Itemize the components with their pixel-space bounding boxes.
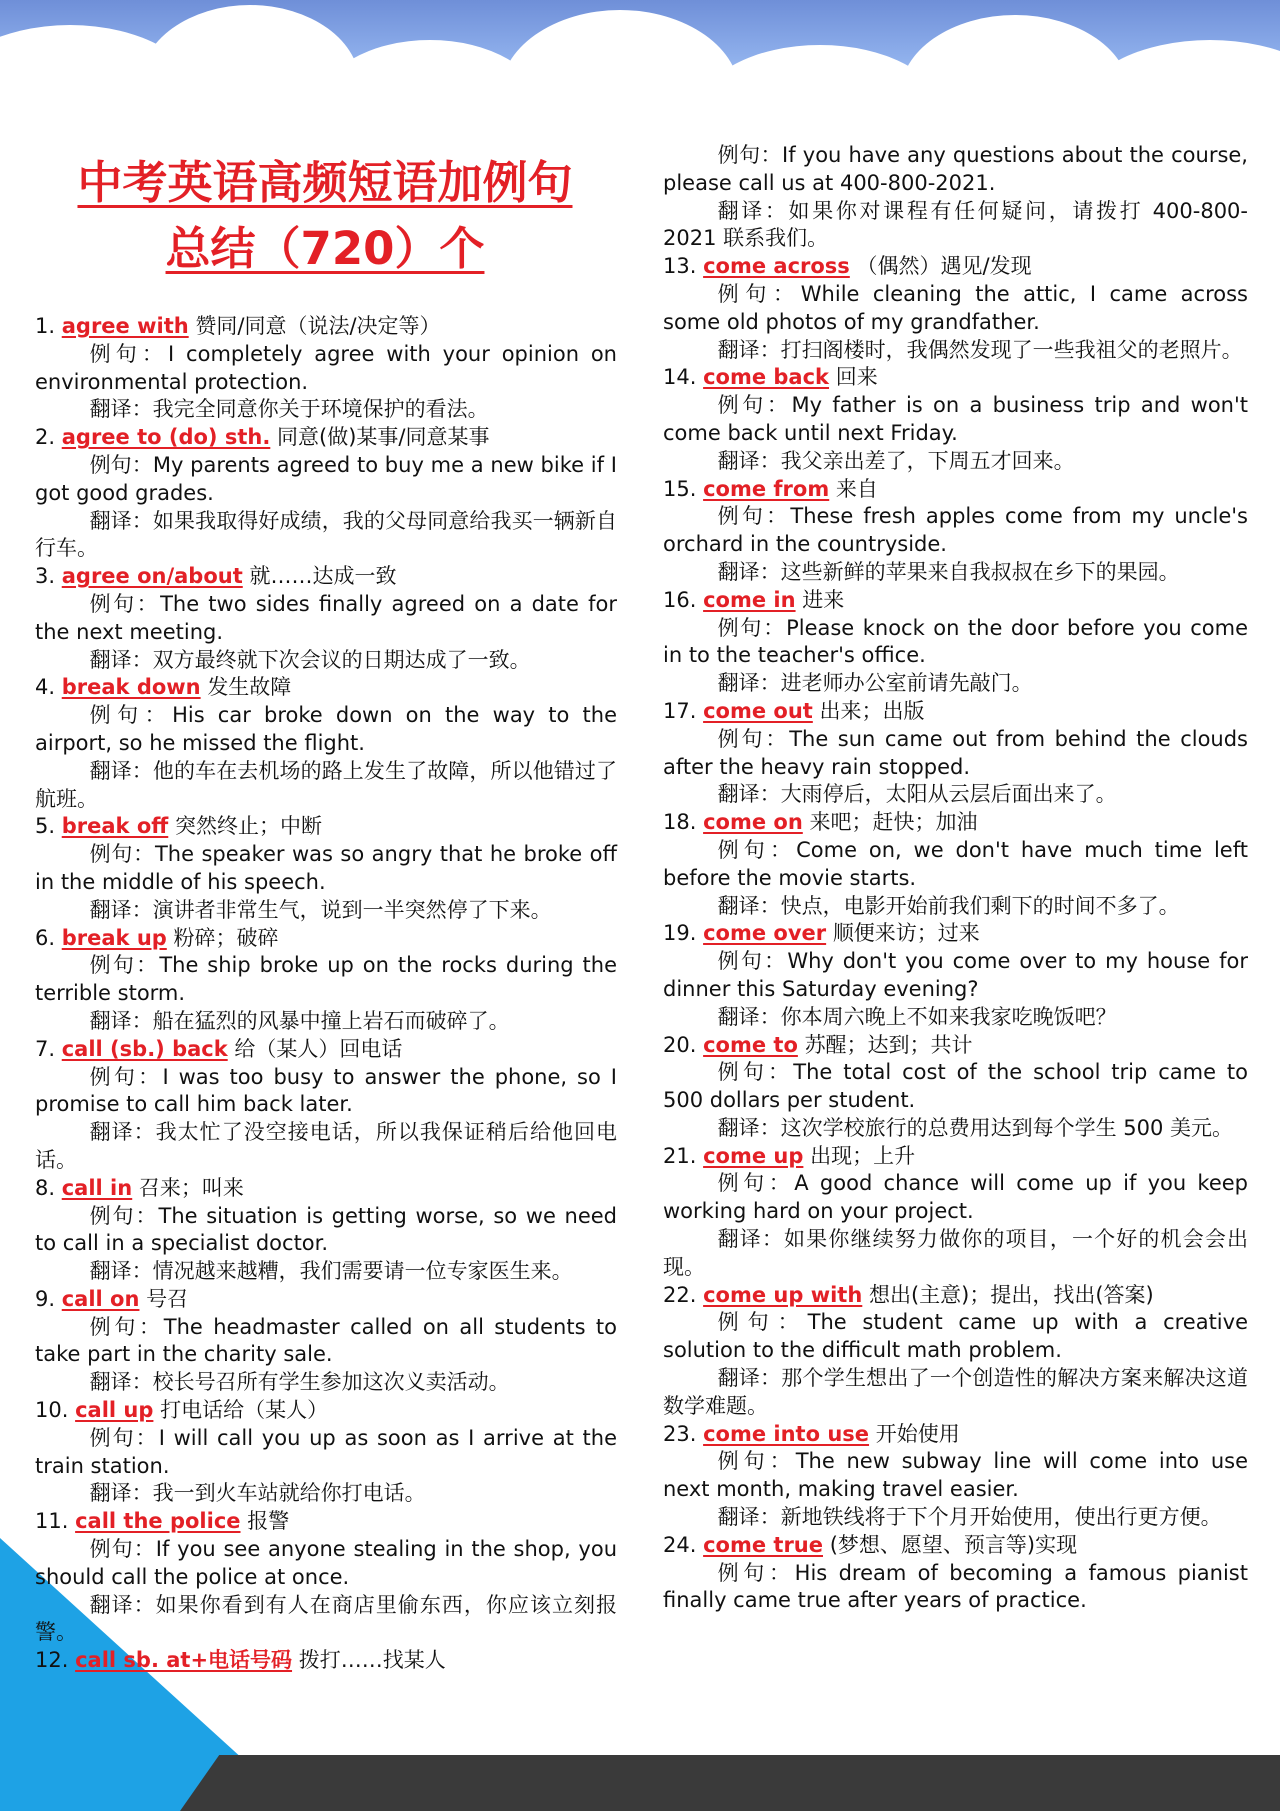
phrase-term: come up with bbox=[703, 1282, 863, 1307]
entry-head bbox=[35, 813, 617, 841]
right-column bbox=[663, 142, 1248, 1615]
example-sentence: 例句：His car broke down on the way to the airport, so he missed the flight. bbox=[35, 703, 617, 755]
phrase-term: agree on/about bbox=[61, 564, 243, 589]
phrase-meaning: 突然终止；中断 bbox=[174, 814, 322, 839]
translation-sentence: 翻译：情况越来越糟，我们需要请一位专家医生来。 bbox=[89, 1259, 573, 1284]
phrase-entry bbox=[663, 1032, 1248, 1143]
example-sentence: 例句：While cleaning the attic, I came across some old photos of my grandfather. bbox=[663, 281, 1248, 334]
entry-head bbox=[35, 424, 617, 452]
example-sentence: 例句：I was too busy to answer the phone, so I promise to call him back later. bbox=[35, 1064, 617, 1117]
phrase-meaning: 报警 bbox=[247, 1509, 290, 1534]
phrase-term: break down bbox=[61, 675, 201, 700]
translation-sentence: 翻译：那个学生想出了一个创造性的解决方案来解决这道数学难题。 bbox=[663, 1366, 1248, 1418]
phrase-entry bbox=[663, 698, 1248, 809]
example-sentence: 例句：I will call you up as soon as I arrive at the train station. bbox=[35, 1425, 617, 1478]
entry-number: 8. bbox=[35, 1175, 56, 1200]
phrase-term: break up bbox=[61, 925, 167, 950]
entry-head bbox=[663, 587, 1248, 615]
phrase-entry bbox=[35, 674, 617, 813]
phrase-term: call (sb.) back bbox=[61, 1036, 228, 1061]
phrase-term: break off bbox=[61, 814, 169, 839]
entry-head bbox=[35, 1036, 617, 1064]
phrase-meaning: 来吧；赶快；加油 bbox=[809, 810, 978, 835]
phrase-entry bbox=[663, 476, 1248, 587]
entry-number: 15. bbox=[663, 476, 697, 501]
phrase-entry bbox=[35, 813, 617, 924]
example-sentence: 例句：My father is on a business trip and won't come back until next Friday. bbox=[663, 393, 1248, 445]
phrase-meaning: （偶然）遇见/发现 bbox=[856, 254, 1032, 279]
phrase-meaning: 同意(做)某事/同意某事 bbox=[277, 425, 490, 450]
translation-sentence: 翻译：我完全同意你关于环境保护的看法。 bbox=[89, 397, 489, 422]
entry-head bbox=[663, 698, 1248, 726]
entry-number: 5. bbox=[35, 814, 56, 839]
translation-sentence: 翻译：如果你继续努力做你的项目，一个好的机会会出现。 bbox=[663, 1227, 1248, 1279]
example-sentence: 例句：Come on, we don't have much time left before the movie starts. bbox=[663, 837, 1248, 890]
entry-head bbox=[663, 1421, 1248, 1449]
phrase-meaning: 回来 bbox=[835, 365, 878, 390]
translation-sentence: 翻译：我父亲出差了，下周五才回来。 bbox=[717, 448, 1075, 473]
phrase-term: come to bbox=[703, 1032, 798, 1057]
phrase-meaning: 出现；上升 bbox=[810, 1143, 916, 1168]
entry-number: 11. bbox=[35, 1509, 69, 1534]
entry-number: 13. bbox=[663, 254, 697, 279]
example-sentence: 例句：The headmaster called on all students to take part in the charity sale. bbox=[35, 1314, 617, 1367]
entry-head bbox=[35, 925, 617, 953]
phrase-entry bbox=[35, 1286, 617, 1397]
entry-number: 22. bbox=[663, 1282, 697, 1307]
entry-number: 24. bbox=[663, 1532, 697, 1557]
entry-head bbox=[35, 1647, 617, 1675]
page-title bbox=[30, 150, 620, 282]
phrase-meaning: 拨打……找某人 bbox=[298, 1648, 446, 1673]
phrase-entry bbox=[35, 925, 617, 1036]
phrase-entry bbox=[35, 563, 617, 674]
entry-head bbox=[663, 1032, 1248, 1060]
example-sentence: 例句：The speaker was so angry that he broke off in the middle of his speech. bbox=[35, 842, 617, 894]
phrase-term: come back bbox=[703, 365, 830, 390]
example-sentence: 例句：These fresh apples come from my uncle's orchard in the countryside. bbox=[663, 504, 1248, 557]
entry-head bbox=[35, 674, 617, 702]
entry-number: 18. bbox=[663, 810, 697, 835]
entry-head bbox=[35, 563, 617, 591]
phrase-entry bbox=[663, 142, 1248, 253]
entry-number: 23. bbox=[663, 1421, 697, 1446]
phrase-entry bbox=[35, 1508, 617, 1647]
entry-number: 2. bbox=[35, 425, 56, 450]
translation-sentence: 翻译：如果我取得好成绩，我的父母同意给我买一辆新自行车。 bbox=[35, 508, 617, 561]
phrase-entry bbox=[663, 1532, 1248, 1615]
entry-head bbox=[35, 1397, 617, 1425]
translation-sentence: 翻译：如果你看到有人在商店里偷东西，你应该立刻报警。 bbox=[35, 1592, 617, 1645]
example-sentence: 例句：His dream of becoming a famous pianist finally came true after years of practice. bbox=[663, 1560, 1248, 1613]
phrase-entry bbox=[663, 1143, 1248, 1282]
phrase-meaning: 赞同/同意（说法/决定等） bbox=[195, 314, 441, 338]
translation-sentence: 翻译：大雨停后，太阳从云层后面出来了。 bbox=[717, 782, 1117, 807]
phrase-entry bbox=[663, 1421, 1248, 1532]
phrase-term: call in bbox=[61, 1175, 133, 1200]
title-line-1: 中考英语高频短语加例句 bbox=[77, 156, 573, 209]
entry-head bbox=[663, 920, 1248, 948]
example-sentence: 例句：The total cost of the school trip came to 500 dollars per student. bbox=[663, 1060, 1248, 1113]
phrase-meaning: 召来；叫来 bbox=[138, 1175, 244, 1200]
phrase-entry bbox=[35, 313, 617, 424]
phrase-meaning: 号召 bbox=[146, 1286, 189, 1311]
entry-number: 3. bbox=[35, 564, 56, 589]
entry-number: 14. bbox=[663, 365, 697, 390]
example-sentence: 例句：Please knock on the door before you come in to the teacher's office. bbox=[663, 615, 1248, 668]
entry-number: 19. bbox=[663, 921, 697, 946]
example-sentence: 例句：Why don't you come over to my house for dinner this Saturday evening? bbox=[663, 949, 1248, 1001]
entry-head bbox=[35, 1175, 617, 1203]
entry-head bbox=[663, 476, 1248, 504]
phrase-meaning: 顺便来访；过来 bbox=[832, 921, 980, 946]
phrase-term: call up bbox=[75, 1398, 154, 1423]
phrase-entry bbox=[35, 1647, 617, 1675]
entry-head bbox=[663, 809, 1248, 837]
entry-number: 16. bbox=[663, 587, 697, 612]
entry-number: 21. bbox=[663, 1143, 697, 1168]
translation-sentence: 翻译：快点，电影开始前我们剩下的时间不多了。 bbox=[717, 893, 1180, 918]
translation-sentence: 翻译：这些新鲜的苹果来自我叔叔在乡下的果园。 bbox=[717, 559, 1180, 584]
translation-sentence: 翻译：进老师办公室前请先敲门。 bbox=[717, 671, 1033, 696]
entry-number: 4. bbox=[35, 675, 56, 700]
entry-head bbox=[663, 253, 1248, 281]
sky-fade bbox=[0, 100, 1280, 130]
phrase-entry bbox=[35, 1036, 617, 1175]
translation-sentence: 翻译：演讲者非常生气，说到一半突然停了下来。 bbox=[89, 897, 552, 922]
phrase-entry bbox=[35, 1397, 617, 1508]
phrase-term: agree to (do) sth. bbox=[61, 425, 271, 450]
entry-number: 7. bbox=[35, 1036, 56, 1061]
phrase-meaning: 发生故障 bbox=[207, 675, 292, 700]
entry-head bbox=[663, 1282, 1248, 1310]
translation-sentence: 翻译：船在猛烈的风暴中撞上岩石而破碎了。 bbox=[89, 1008, 510, 1033]
phrase-term: come into use bbox=[703, 1421, 870, 1446]
phrase-term: call the police bbox=[75, 1509, 241, 1534]
phrase-meaning: 进来 bbox=[802, 587, 845, 612]
entry-number: 17. bbox=[663, 698, 697, 723]
example-sentence: 例句：A good chance will come up if you keep working hard on your project. bbox=[663, 1171, 1248, 1224]
example-sentence: 例句：My parents agreed to buy me a new bike if I got good grades. bbox=[35, 452, 617, 505]
entry-head bbox=[35, 1286, 617, 1314]
translation-sentence: 翻译：校长号召所有学生参加这次义卖活动。 bbox=[89, 1370, 510, 1395]
phrase-meaning: 开始使用 bbox=[875, 1421, 960, 1446]
phrase-term: agree with bbox=[61, 314, 189, 338]
entry-number: 1. bbox=[35, 314, 56, 338]
example-sentence: 例句：I completely agree with your opinion on environmental protection. bbox=[35, 341, 617, 394]
phrase-entry bbox=[663, 1282, 1248, 1421]
entry-head bbox=[663, 1143, 1248, 1171]
sky-header-decoration bbox=[0, 0, 1280, 130]
translation-sentence: 翻译：我太忙了没空接电话，所以我保证稍后给他回电话。 bbox=[35, 1120, 617, 1172]
phrase-meaning: 来自 bbox=[835, 476, 878, 501]
phrase-term: call sb. at+电话号码 bbox=[75, 1648, 293, 1673]
phrase-entry bbox=[663, 809, 1248, 920]
phrase-term: come up bbox=[703, 1143, 804, 1168]
phrase-entry bbox=[663, 920, 1248, 1031]
entry-number: 9. bbox=[35, 1286, 56, 1311]
phrase-term: come out bbox=[703, 698, 813, 723]
translation-sentence: 翻译：双方最终就下次会议的日期达成了一致。 bbox=[89, 647, 531, 672]
example-sentence: 例句：The new subway line will come into use next month, making travel easier. bbox=[663, 1449, 1248, 1502]
phrase-meaning: 就……达成一致 bbox=[249, 564, 397, 589]
title-line-2: 总结（720）个 bbox=[165, 222, 485, 275]
translation-sentence: 翻译：这次学校旅行的总费用达到每个学生 500 美元。 bbox=[717, 1115, 1234, 1140]
phrase-term: come across bbox=[703, 254, 850, 279]
entry-head bbox=[35, 313, 617, 341]
phrase-entry bbox=[663, 253, 1248, 364]
phrase-term: come from bbox=[703, 476, 830, 501]
translation-sentence: 翻译：打扫阁楼时，我偶然发现了一些我祖父的老照片。 bbox=[717, 337, 1243, 362]
translation-sentence: 翻译：如果你对课程有任何疑问，请拨打 400-800-2021 联系我们。 bbox=[663, 198, 1248, 251]
example-sentence: 例句：The two sides finally agreed on a date for the next meeting. bbox=[35, 591, 617, 644]
phrase-meaning: 打电话给（某人） bbox=[160, 1398, 329, 1423]
example-sentence: 例句：If you see anyone stealing in the shop, you should call the police at once. bbox=[35, 1537, 617, 1589]
example-sentence: 例句：The ship broke up on the rocks during the terrible storm. bbox=[35, 953, 617, 1006]
phrase-meaning: 给（某人）回电话 bbox=[234, 1036, 403, 1061]
phrase-term: call on bbox=[61, 1286, 140, 1311]
phrase-term: come on bbox=[703, 810, 803, 835]
example-sentence: 例句：The situation is getting worse, so we need to call in a specialist doctor. bbox=[35, 1203, 617, 1256]
translation-sentence: 翻译：你本周六晚上不如来我家吃晚饭吧？ bbox=[717, 1004, 1117, 1029]
entry-head bbox=[663, 364, 1248, 392]
translation-sentence: 翻译：新地铁线将于下个月开始使用，使出行更方便。 bbox=[717, 1505, 1222, 1530]
phrase-term: come over bbox=[703, 921, 827, 946]
phrase-entry bbox=[663, 364, 1248, 475]
example-sentence: 例句：The sun came out from behind the clouds after the heavy rain stopped. bbox=[663, 726, 1248, 779]
example-sentence: 例句：The student came up with a creative solution to the difficult math problem. bbox=[663, 1310, 1248, 1363]
phrase-meaning: 出来；出版 bbox=[819, 698, 925, 723]
phrase-entry bbox=[663, 587, 1248, 698]
left-column bbox=[35, 313, 617, 1675]
phrase-term: come true bbox=[703, 1532, 823, 1557]
phrase-meaning: 苏醒；达到；共计 bbox=[804, 1032, 973, 1057]
entry-head bbox=[663, 1532, 1248, 1560]
phrase-entry bbox=[35, 424, 617, 563]
phrase-entry bbox=[35, 1175, 617, 1286]
translation-sentence: 翻译：我一到火车站就给你打电话。 bbox=[89, 1481, 426, 1506]
translation-sentence: 翻译：他的车在去机场的路上发生了故障，所以他错过了航班。 bbox=[35, 758, 617, 811]
phrase-term: come in bbox=[703, 587, 796, 612]
phrase-meaning: 想出(主意)；提出，找出(答案) bbox=[868, 1282, 1154, 1307]
entry-head bbox=[35, 1508, 617, 1536]
entry-number: 20. bbox=[663, 1032, 697, 1057]
bottom-bar-decoration bbox=[180, 1755, 1280, 1811]
entry-number: 10. bbox=[35, 1398, 69, 1423]
entry-number: 6. bbox=[35, 925, 56, 950]
phrase-meaning: (梦想、愿望、预言等)实现 bbox=[829, 1532, 1078, 1557]
example-sentence: 例句：If you have any questions about the course, please call us at 400-800-2021. bbox=[663, 143, 1248, 195]
phrase-meaning: 粉碎；破碎 bbox=[173, 925, 279, 950]
entry-number: 12. bbox=[35, 1648, 69, 1673]
